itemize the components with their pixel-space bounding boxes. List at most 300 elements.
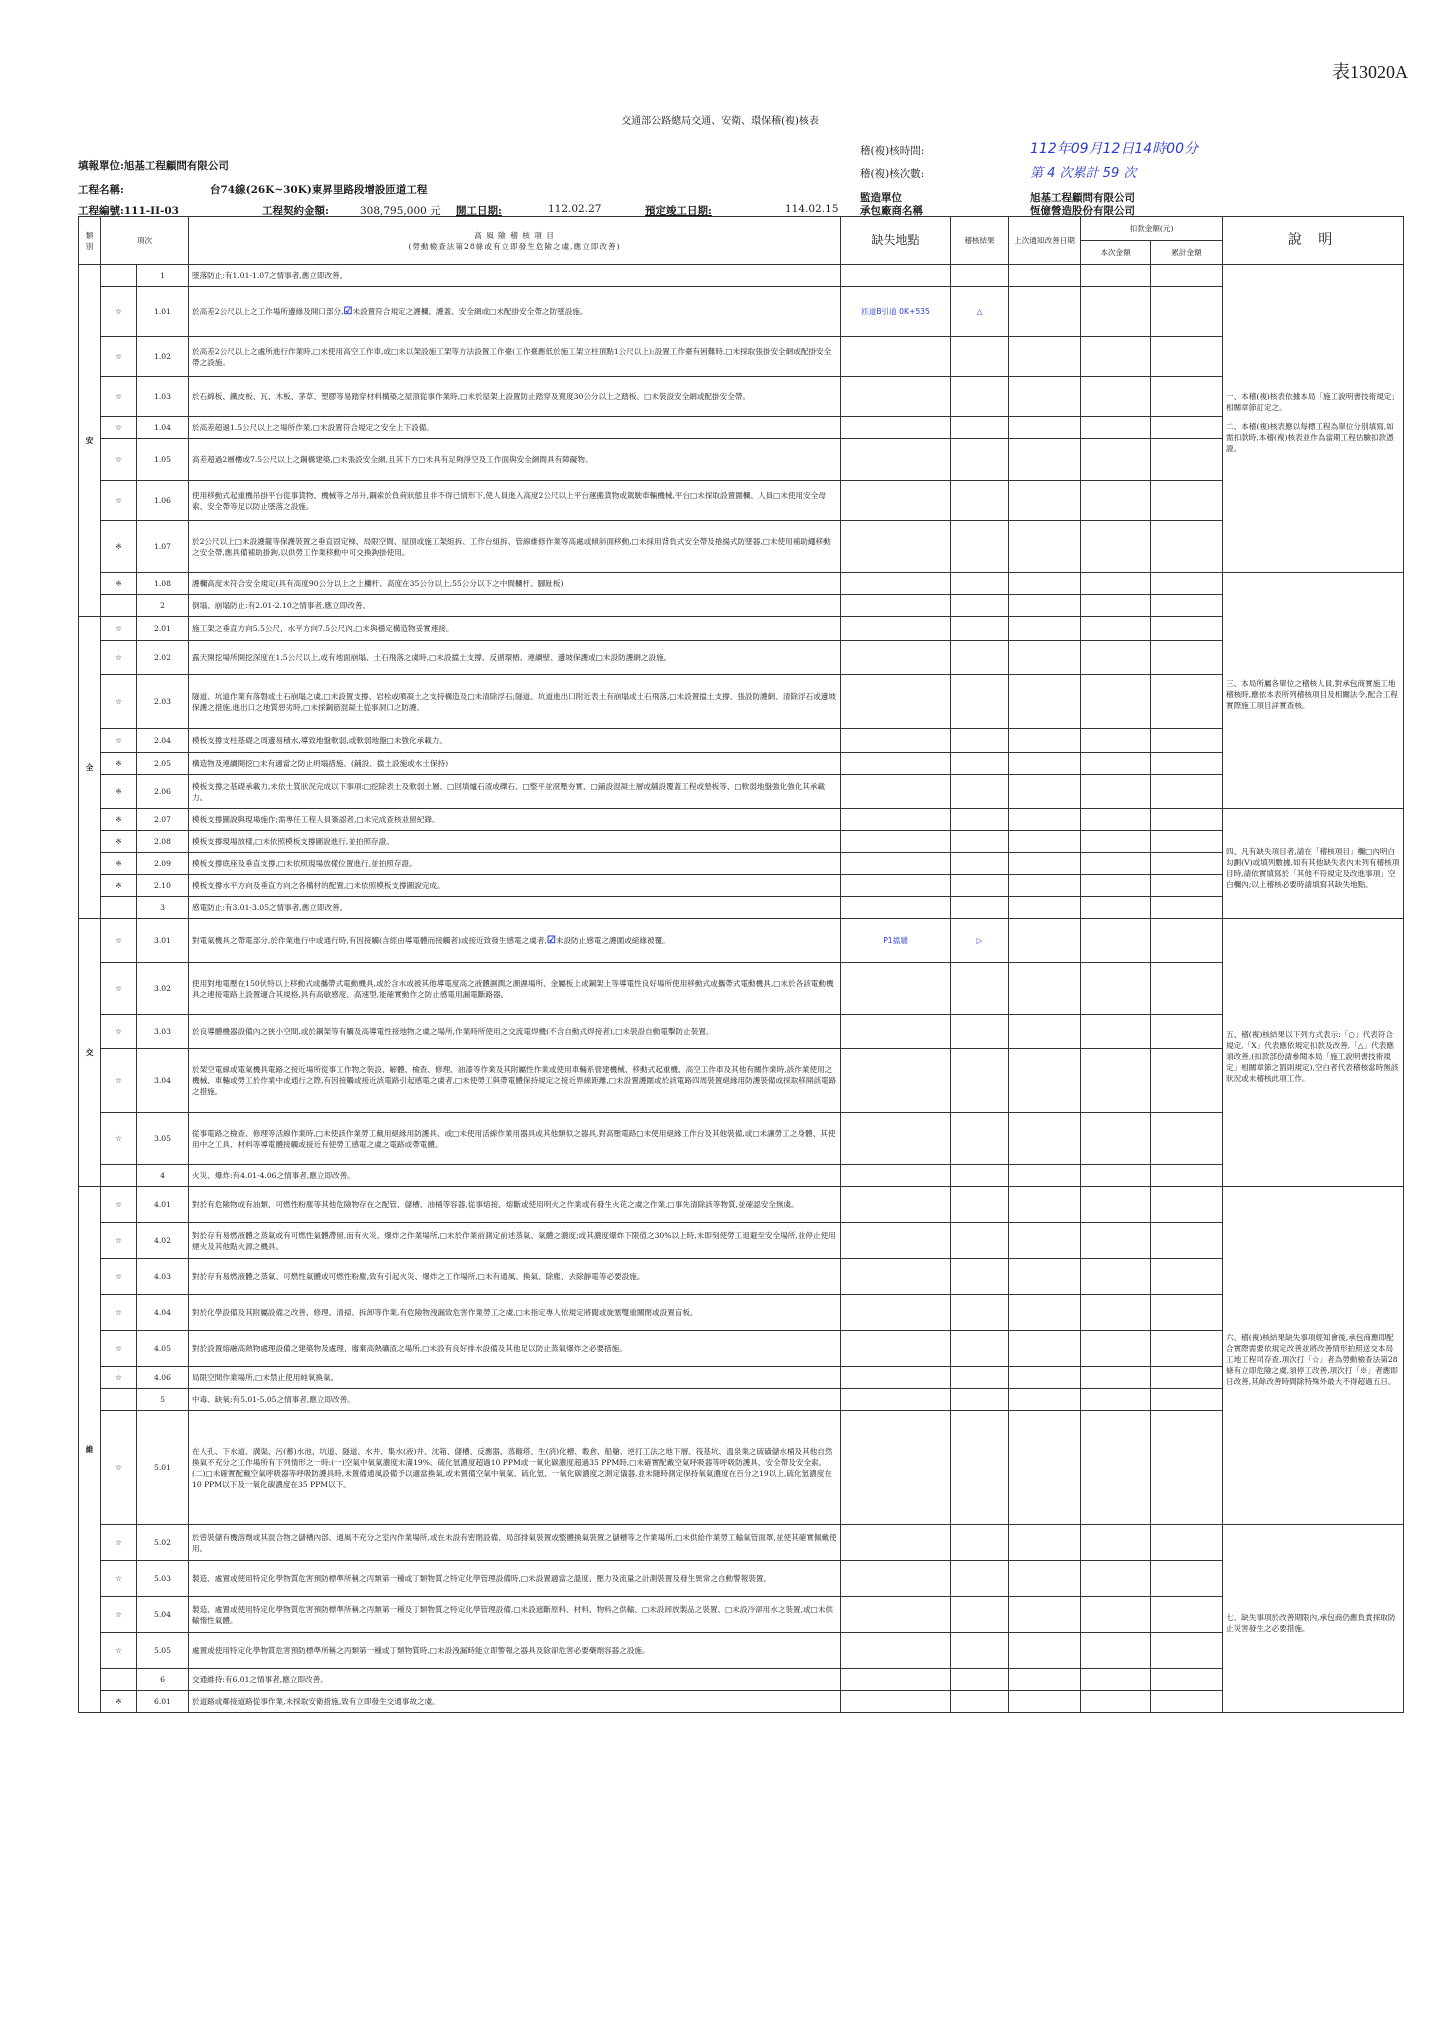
row-cumulative-amount[interactable] xyxy=(1151,1389,1223,1411)
row-cumulative-amount[interactable] xyxy=(1151,1113,1223,1165)
row-fault-location[interactable] xyxy=(841,1411,951,1525)
row-mark: ☆ xyxy=(101,287,137,337)
row-current-amount[interactable] xyxy=(1081,1367,1151,1389)
table-row xyxy=(79,963,1404,1015)
row-text: 隧道、坑道作業有落磐或土石崩塌之虞,□未設置支撐、岩栓或噴凝土之支持構造及□未清除浮石;隧道、坑道進出口附近表土有崩塌或土石飛落,□未設置擋土支撐、張設防護網、清除浮石或邊坡保護之措施,進出口之地質惡劣時,□未採鋼筋混凝土從事洞口之防護。 xyxy=(189,675,841,729)
table-row xyxy=(79,417,1404,439)
table-row xyxy=(79,1525,1404,1561)
row-audit-result[interactable] xyxy=(951,1633,1009,1669)
row-current-amount[interactable] xyxy=(1081,1295,1151,1331)
row-cumulative-amount[interactable] xyxy=(1151,1223,1223,1259)
row-fault-location[interactable] xyxy=(841,1389,951,1411)
project-name-label: 工程名稱: xyxy=(78,184,124,196)
row-fault-location[interactable] xyxy=(841,1525,951,1561)
row-text: 對於有危險物或有油類、可燃性粉塵等其他危險物存在之配管、儲槽、油桶等容器,從事熔接、熔斷或使用明火之作業或有發生火花之虞之作業,□事先清除該等物質,並確認安全無虞。 xyxy=(189,1187,841,1223)
row-cumulative-amount[interactable] xyxy=(1151,1411,1223,1525)
row-fault-location[interactable] xyxy=(841,875,951,897)
row-last-notice[interactable] xyxy=(1009,287,1081,337)
row-text: 對於存有易燃液體之蒸氣、可燃性氣體或可燃性粉塵,致有引起火災、爆炸之工作場所,□未有通風、換氣、除塵、去除靜電等必要設施。 xyxy=(189,1259,841,1295)
contractor-value: 恆億營造股份有限公司 xyxy=(1030,205,1135,217)
row-audit-result[interactable] xyxy=(951,1411,1009,1525)
row-mark: ☆ xyxy=(101,1597,137,1633)
row-cumulative-amount[interactable] xyxy=(1151,729,1223,753)
row-current-amount[interactable] xyxy=(1081,641,1151,675)
row-code: 5.03 xyxy=(137,1561,189,1597)
row-current-amount[interactable] xyxy=(1081,1597,1151,1633)
row-cumulative-amount[interactable] xyxy=(1151,1015,1223,1049)
row-fault-location[interactable]: P1擋牆 xyxy=(841,919,951,963)
row-cumulative-amount[interactable] xyxy=(1151,675,1223,729)
table-row xyxy=(79,641,1404,675)
row-audit-result[interactable] xyxy=(951,1187,1009,1223)
row-mark xyxy=(101,1165,137,1187)
row-text: 感電防止:有3.01-3.05之情事者,應立即改善。 xyxy=(189,897,841,919)
row-current-amount[interactable] xyxy=(1081,919,1151,963)
row-last-notice[interactable] xyxy=(1009,439,1081,481)
row-code: 4.05 xyxy=(137,1331,189,1367)
row-mark xyxy=(101,1389,137,1411)
row-fault-location[interactable] xyxy=(841,595,951,617)
row-mark: ☆ xyxy=(101,337,137,377)
row-fault-location[interactable] xyxy=(841,481,951,521)
row-audit-result[interactable] xyxy=(951,573,1009,595)
row-last-notice[interactable] xyxy=(1009,1223,1081,1259)
row-current-amount[interactable] xyxy=(1081,753,1151,775)
row-cumulative-amount[interactable] xyxy=(1151,919,1223,963)
row-mark xyxy=(101,265,137,287)
row-text: 對於設置熔融高熱物處理設備之建築物及處理、廢棄高熱礦渣之場所,□未設有良好排水設備及其他足以防止蒸氣爆炸之必要措施。 xyxy=(189,1331,841,1367)
row-current-amount[interactable] xyxy=(1081,1259,1151,1295)
row-mark: ☆ xyxy=(101,1331,137,1367)
checked-box-icon: ☑ xyxy=(343,306,353,317)
explanation-item: 五、稽(複)核結果以下列方式表示:「○」代表符合規定,「X」代表應依規定扣款及改善,「△」代表應須改善,(扣款部份請參閱本局「施工說明書技術規定」相關章節之罰則規定),空白者代表稽核當時無該狀況或未稽核此項工作。 xyxy=(1226,1030,1399,1083)
row-fault-location[interactable]: 匝道B引道 0K+535 xyxy=(841,287,951,337)
row-code: 3.05 xyxy=(137,1113,189,1165)
row-cumulative-amount[interactable] xyxy=(1151,377,1223,417)
row-audit-result[interactable] xyxy=(951,1389,1009,1411)
row-fault-location[interactable] xyxy=(841,377,951,417)
row-current-amount[interactable] xyxy=(1081,1113,1151,1165)
contract-amount: 308,795,000 元 xyxy=(360,205,441,217)
row-current-amount[interactable] xyxy=(1081,853,1151,875)
row-last-notice[interactable] xyxy=(1009,675,1081,729)
row-last-notice[interactable] xyxy=(1009,521,1081,573)
row-current-amount[interactable] xyxy=(1081,521,1151,573)
row-cumulative-amount[interactable] xyxy=(1151,1597,1223,1633)
row-audit-result[interactable] xyxy=(951,1223,1009,1259)
row-last-notice[interactable] xyxy=(1009,481,1081,521)
table-row xyxy=(79,875,1404,897)
explanation-item: 三、本局所屬各單位之稽核人員,對承包商實施工地稽核時,應依本表所列稽核項目及相關法令,配合工程實際施工項目詳實查核。 xyxy=(1226,679,1398,710)
row-text: 從事電路之檢查、修理等活線作業時,□未使該作業勞工戴用絕緣用防護具、或□未使用活線作業用器具或其他類似之器具,對高壓電路□未使用絕緣工作台及其他裝備,或□未讓勞工之身體、其使用中之工具、材料等導電體接觸或接近有使勞工感電之虞之電路或帶電體。 xyxy=(189,1113,841,1165)
row-audit-result[interactable] xyxy=(951,641,1009,675)
row-fault-location[interactable] xyxy=(841,1295,951,1331)
row-audit-result[interactable] xyxy=(951,1525,1009,1561)
row-audit-result[interactable] xyxy=(951,775,1009,809)
table-row xyxy=(79,617,1404,641)
row-cumulative-amount[interactable] xyxy=(1151,1367,1223,1389)
row-code: 1.06 xyxy=(137,481,189,521)
row-audit-result[interactable] xyxy=(951,1367,1009,1389)
row-last-notice[interactable] xyxy=(1009,1525,1081,1561)
row-last-notice[interactable] xyxy=(1009,417,1081,439)
row-current-amount[interactable] xyxy=(1081,265,1151,287)
explanation-item: 七、缺失事項於改善期限內,承包商仍應負責採取防止災害發生之必要措施。 xyxy=(1226,1612,1396,1633)
row-cumulative-amount[interactable] xyxy=(1151,521,1223,573)
row-audit-result[interactable] xyxy=(951,617,1009,641)
row-current-amount[interactable] xyxy=(1081,481,1151,521)
row-cumulative-amount[interactable] xyxy=(1151,1049,1223,1113)
row-audit-result[interactable] xyxy=(951,963,1009,1015)
row-mark: ☆ xyxy=(101,1295,137,1331)
row-audit-result[interactable] xyxy=(951,377,1009,417)
row-current-amount[interactable] xyxy=(1081,377,1151,417)
row-current-amount[interactable] xyxy=(1081,417,1151,439)
row-last-notice[interactable] xyxy=(1009,1331,1081,1367)
row-cumulative-amount[interactable] xyxy=(1151,265,1223,287)
row-current-amount[interactable] xyxy=(1081,337,1151,377)
row-audit-result[interactable] xyxy=(951,729,1009,753)
end-date-label: 預定竣工日期: xyxy=(645,205,712,217)
row-last-notice[interactable] xyxy=(1009,753,1081,775)
row-current-amount[interactable] xyxy=(1081,1633,1151,1669)
row-audit-result[interactable] xyxy=(951,809,1009,831)
project-code: 工程編號:111-II-03 xyxy=(78,205,179,217)
row-current-amount[interactable] xyxy=(1081,1691,1151,1713)
row-current-amount[interactable] xyxy=(1081,617,1151,641)
row-last-notice[interactable] xyxy=(1009,265,1081,287)
row-cumulative-amount[interactable] xyxy=(1151,595,1223,617)
row-fault-location[interactable] xyxy=(841,1015,951,1049)
explanation-cell xyxy=(1223,1187,1404,1525)
row-mark: ☆ xyxy=(101,1223,137,1259)
row-text: 施工架之垂直方向5.5公尺、水平方向7.5公尺內,□未與穩定構造物妥實連接。 xyxy=(189,617,841,641)
row-cumulative-amount[interactable] xyxy=(1151,1295,1223,1331)
row-cumulative-amount[interactable] xyxy=(1151,1259,1223,1295)
row-last-notice[interactable] xyxy=(1009,729,1081,753)
table-row xyxy=(79,675,1404,729)
start-date: 112.02.27 xyxy=(548,203,602,215)
row-fault-location[interactable] xyxy=(841,1223,951,1259)
row-code: 5 xyxy=(137,1389,189,1411)
row-cumulative-amount[interactable] xyxy=(1151,775,1223,809)
header-explanation: 說 明 xyxy=(1223,217,1404,265)
row-current-amount[interactable] xyxy=(1081,1411,1151,1525)
row-current-amount[interactable] xyxy=(1081,1223,1151,1259)
row-last-notice[interactable] xyxy=(1009,1187,1081,1223)
row-audit-result[interactable] xyxy=(951,337,1009,377)
row-audit-result[interactable]: ▷ xyxy=(951,919,1009,963)
row-text: 製造、處置或使用特定化學物質危害預防標準所稱之丙類第一種或丁類物質之特定化學管理設備時,□未設置適當之溫度、壓力及流量之計測裝置及發生異常之自動警報裝置。 xyxy=(189,1561,841,1597)
row-fault-location[interactable] xyxy=(841,573,951,595)
row-cumulative-amount[interactable] xyxy=(1151,1331,1223,1367)
row-code: 5.04 xyxy=(137,1597,189,1633)
row-audit-result[interactable]: △ xyxy=(951,287,1009,337)
row-text: 墜落防止:有1.01-1.07之情事者,應立即改善。 xyxy=(189,265,841,287)
table-row xyxy=(79,1187,1404,1223)
row-audit-result[interactable] xyxy=(951,1015,1009,1049)
row-text: 使用對地電壓在150伏特以上移動式或攜帶式電動機具,或於含水或被其他導電度高之液體濕潤之潮濕場所、金屬板上或鋼架上等導電性良好場所使用移動式或攜帶式電動機具,□未於各該電動機具之連接電路上設置適合其規格,具有高敏感度、高速型,能確實動作之防止感電用漏電斷路器。 xyxy=(189,963,841,1015)
row-current-amount[interactable] xyxy=(1081,831,1151,853)
row-audit-result[interactable] xyxy=(951,265,1009,287)
row-audit-result[interactable] xyxy=(951,875,1009,897)
row-last-notice[interactable] xyxy=(1009,1113,1081,1165)
row-cumulative-amount[interactable] xyxy=(1151,287,1223,337)
row-last-notice[interactable] xyxy=(1009,595,1081,617)
row-last-notice[interactable] xyxy=(1009,1389,1081,1411)
row-mark: ☆ xyxy=(101,919,137,963)
row-cumulative-amount[interactable] xyxy=(1151,753,1223,775)
row-current-amount[interactable] xyxy=(1081,809,1151,831)
row-code: 3.01 xyxy=(137,919,189,963)
checked-box-icon: ☑ xyxy=(546,935,556,946)
row-code: 1.03 xyxy=(137,377,189,417)
row-last-notice[interactable] xyxy=(1009,573,1081,595)
row-last-notice[interactable] xyxy=(1009,377,1081,417)
inspection-count-value: 第 4 次累計 59 次 xyxy=(1030,166,1137,181)
row-code: 2.09 xyxy=(137,853,189,875)
table-row xyxy=(79,809,1404,831)
row-current-amount[interactable] xyxy=(1081,675,1151,729)
table-row xyxy=(79,1633,1404,1669)
row-current-amount[interactable] xyxy=(1081,1165,1151,1187)
row-cumulative-amount[interactable] xyxy=(1151,481,1223,521)
row-fault-location[interactable] xyxy=(841,1691,951,1713)
row-fault-location[interactable] xyxy=(841,641,951,675)
row-audit-result[interactable] xyxy=(951,675,1009,729)
row-audit-result[interactable] xyxy=(951,439,1009,481)
table-row xyxy=(79,377,1404,417)
row-cumulative-amount[interactable] xyxy=(1151,1633,1223,1669)
row-current-amount[interactable] xyxy=(1081,1561,1151,1597)
row-audit-result[interactable] xyxy=(951,853,1009,875)
row-fault-location[interactable] xyxy=(841,1633,951,1669)
row-audit-result[interactable] xyxy=(951,1113,1009,1165)
row-mark: ※ xyxy=(101,853,137,875)
row-audit-result[interactable] xyxy=(951,897,1009,919)
table-row xyxy=(79,919,1404,963)
row-fault-location[interactable] xyxy=(841,1597,951,1633)
row-fault-location[interactable] xyxy=(841,963,951,1015)
row-current-amount[interactable] xyxy=(1081,875,1151,897)
row-fault-location[interactable] xyxy=(841,1049,951,1113)
row-cumulative-amount[interactable] xyxy=(1151,809,1223,831)
row-fault-location[interactable] xyxy=(841,1187,951,1223)
row-fault-location[interactable] xyxy=(841,897,951,919)
row-fault-location[interactable] xyxy=(841,729,951,753)
filler-unit: 填報單位:旭基工程顧問有限公司 xyxy=(78,160,229,172)
row-cumulative-amount[interactable] xyxy=(1151,641,1223,675)
row-fault-location[interactable] xyxy=(841,831,951,853)
row-current-amount[interactable] xyxy=(1081,439,1151,481)
row-last-notice[interactable] xyxy=(1009,1259,1081,1295)
row-last-notice[interactable] xyxy=(1009,1367,1081,1389)
row-audit-result[interactable] xyxy=(951,595,1009,617)
row-mark: ☆ xyxy=(101,1525,137,1561)
row-last-notice[interactable] xyxy=(1009,1295,1081,1331)
header-title: 高 風 險 稽 核 項 目 xyxy=(474,230,555,240)
row-code: 3.02 xyxy=(137,963,189,1015)
row-fault-location[interactable] xyxy=(841,617,951,641)
row-fault-location[interactable] xyxy=(841,853,951,875)
row-last-notice[interactable] xyxy=(1009,775,1081,809)
row-last-notice[interactable] xyxy=(1009,1561,1081,1597)
row-fault-location[interactable] xyxy=(841,1561,951,1597)
row-current-amount[interactable] xyxy=(1081,963,1151,1015)
inspection-table xyxy=(78,216,1404,1713)
row-audit-result[interactable] xyxy=(951,1561,1009,1597)
row-last-notice[interactable] xyxy=(1009,1015,1081,1049)
row-fault-location[interactable] xyxy=(841,1259,951,1295)
row-current-amount[interactable] xyxy=(1081,897,1151,919)
row-cumulative-amount[interactable] xyxy=(1151,963,1223,1015)
row-last-notice[interactable] xyxy=(1009,897,1081,919)
row-fault-location[interactable] xyxy=(841,1669,951,1691)
row-mark: ※ xyxy=(101,753,137,775)
row-audit-result[interactable] xyxy=(951,1295,1009,1331)
row-fault-location[interactable] xyxy=(841,1113,951,1165)
row-cumulative-amount[interactable] xyxy=(1151,1165,1223,1187)
header-current-amount: 本次金額 xyxy=(1081,241,1151,265)
row-last-notice[interactable] xyxy=(1009,1411,1081,1525)
row-current-amount[interactable] xyxy=(1081,1525,1151,1561)
row-code: 1.01 xyxy=(137,287,189,337)
row-last-notice[interactable] xyxy=(1009,337,1081,377)
row-last-notice[interactable] xyxy=(1009,1597,1081,1633)
row-cumulative-amount[interactable] xyxy=(1151,897,1223,919)
category-cell: 交 xyxy=(79,919,101,1187)
row-cumulative-amount[interactable] xyxy=(1151,853,1223,875)
row-cumulative-amount[interactable] xyxy=(1151,1669,1223,1691)
row-audit-result[interactable] xyxy=(951,1669,1009,1691)
row-mark: ☆ xyxy=(101,675,137,729)
row-cumulative-amount[interactable] xyxy=(1151,1561,1223,1597)
row-audit-result[interactable] xyxy=(951,1691,1009,1713)
row-audit-result[interactable] xyxy=(951,753,1009,775)
row-fault-location[interactable] xyxy=(841,1165,951,1187)
row-current-amount[interactable] xyxy=(1081,287,1151,337)
header-category: 類別 xyxy=(79,217,101,265)
row-last-notice[interactable] xyxy=(1009,831,1081,853)
row-cumulative-amount[interactable] xyxy=(1151,573,1223,595)
row-cumulative-amount[interactable] xyxy=(1151,617,1223,641)
row-fault-location[interactable] xyxy=(841,753,951,775)
row-current-amount[interactable] xyxy=(1081,1015,1151,1049)
row-last-notice[interactable] xyxy=(1009,919,1081,963)
row-text: 模板支撐之基礎承載力,未依土質狀況完成以下事項:□挖除表土及軟弱土層、□回填爐石渣或礫石、□整平並滾壓夯實、□鋪設混凝土層或舖設覆蓋工程或墊板等、□軟弱地盤強化強化其承載力。 xyxy=(189,775,841,809)
row-audit-result[interactable] xyxy=(951,481,1009,521)
table-row xyxy=(79,1411,1404,1525)
row-last-notice[interactable] xyxy=(1009,1633,1081,1669)
row-audit-result[interactable] xyxy=(951,1597,1009,1633)
row-fault-location[interactable] xyxy=(841,775,951,809)
row-current-amount[interactable] xyxy=(1081,1389,1151,1411)
row-mark: ☆ xyxy=(101,1367,137,1389)
row-audit-result[interactable] xyxy=(951,831,1009,853)
row-fault-location[interactable] xyxy=(841,1367,951,1389)
row-last-notice[interactable] xyxy=(1009,809,1081,831)
row-current-amount[interactable] xyxy=(1081,729,1151,753)
row-last-notice[interactable] xyxy=(1009,1165,1081,1187)
table-row xyxy=(79,287,1404,337)
category-cell: 維 xyxy=(79,1187,101,1713)
table-row xyxy=(79,521,1404,573)
row-audit-result[interactable] xyxy=(951,1331,1009,1367)
row-cumulative-amount[interactable] xyxy=(1151,1525,1223,1561)
row-fault-location[interactable] xyxy=(841,337,951,377)
row-current-amount[interactable] xyxy=(1081,1669,1151,1691)
row-last-notice[interactable] xyxy=(1009,963,1081,1015)
row-text: 構造物及連續開挖□未有適當之防止坍塌措施。(鋪設、擋土設施或水土保持) xyxy=(189,753,841,775)
row-last-notice[interactable] xyxy=(1009,853,1081,875)
row-last-notice[interactable] xyxy=(1009,1669,1081,1691)
row-text: 對於化學設備及其附屬設備之改善、修理、清掃、拆卸等作業,有危險物洩漏致危害作業勞工之虞,□未指定專人依規定將閥或旋塞雙重關閉或設置盲板。 xyxy=(189,1295,841,1331)
row-code: 1.04 xyxy=(137,417,189,439)
row-text: 在人孔、下水道、溝渠、污(蓄)水池、坑道、隧道、水井、集水(液)井、沈箱、儲槽、反應器、蒸餾塔、生(消)化槽、穀倉、船艙、逆打工法之地下層、筏基坑、溫泉業之硫磺儲水桶及其他自然換氣不充分之工作場所有下列情形之一時:(一)空氣中氧氣濃度未滿19%、硫化氫濃度超過10 PPM或一氧化碳濃度超過35 PPM時,□未確實配戴空氣呼吸器等呼吸防護具、安全帶及安全索。(二)□未確實配戴空氣呼吸器等呼吸防護具時,未置備通風設備予以適當換氣,或未置備空氣中氧氣、硫化氫、一氧化碳濃度之測定儀器,並未隨時測定保持氧氣濃度在百分之19以上,硫化氫濃度在10 PPM以下及一氧化碳濃度在35 PPM以下。 xyxy=(189,1411,841,1525)
row-cumulative-amount[interactable] xyxy=(1151,1187,1223,1223)
row-current-amount[interactable] xyxy=(1081,1049,1151,1113)
supervisor-label: 監造單位 xyxy=(860,192,902,204)
row-fault-location[interactable] xyxy=(841,675,951,729)
row-current-amount[interactable] xyxy=(1081,775,1151,809)
row-fault-location[interactable] xyxy=(841,1331,951,1367)
start-date-label: 開工日期: xyxy=(456,205,502,217)
row-cumulative-amount[interactable] xyxy=(1151,1691,1223,1713)
row-code: 5.01 xyxy=(137,1411,189,1525)
row-code: 4 xyxy=(137,1165,189,1187)
explanation-item: 二、本稽(複)核表應以每標工程為單位分別填寫,如需扣款時,本稽(複)核表並作為當期工程估驗扣款憑證。 xyxy=(1226,422,1394,453)
row-cumulative-amount[interactable] xyxy=(1151,875,1223,897)
row-fault-location[interactable] xyxy=(841,439,951,481)
row-audit-result[interactable] xyxy=(951,1049,1009,1113)
table-row xyxy=(79,1331,1404,1367)
row-current-amount[interactable] xyxy=(1081,573,1151,595)
row-audit-result[interactable] xyxy=(951,1259,1009,1295)
row-mark: ※ xyxy=(101,521,137,573)
row-last-notice[interactable] xyxy=(1009,1691,1081,1713)
row-last-notice[interactable] xyxy=(1009,617,1081,641)
row-audit-result[interactable] xyxy=(951,521,1009,573)
row-fault-location[interactable] xyxy=(841,265,951,287)
row-mark: ☆ xyxy=(101,1411,137,1525)
row-current-amount[interactable] xyxy=(1081,595,1151,617)
row-text: 於架空電線或電氣機具電路之接近場所從事工作物之裝設、解體、檢查、修理、油漆等作業及其附屬性作業或使用車輛系營建機械、移動式起重機、高空工作車及其他有關作業時,該作業使用之機械、車輛或勞工於作業中或通行之際,有因接觸或接近該電路引起感電之虞者,□未使勞工與帶電體保持規定之接近界線距離,□未設置護圍或於該電路四周裝置絕緣用防護裝備或採取移開該電路之措施。 xyxy=(189,1049,841,1113)
row-last-notice[interactable] xyxy=(1009,875,1081,897)
table-row xyxy=(79,595,1404,617)
row-last-notice[interactable] xyxy=(1009,1049,1081,1113)
row-cumulative-amount[interactable] xyxy=(1151,439,1223,481)
row-cumulative-amount[interactable] xyxy=(1151,831,1223,853)
row-current-amount[interactable] xyxy=(1081,1187,1151,1223)
row-audit-result[interactable] xyxy=(951,1165,1009,1187)
row-code: 2.10 xyxy=(137,875,189,897)
row-fault-location[interactable] xyxy=(841,809,951,831)
row-mark: ☆ xyxy=(101,1015,137,1049)
row-last-notice[interactable] xyxy=(1009,641,1081,675)
table-row xyxy=(79,753,1404,775)
row-cumulative-amount[interactable] xyxy=(1151,337,1223,377)
row-cumulative-amount[interactable] xyxy=(1151,417,1223,439)
row-audit-result[interactable] xyxy=(951,417,1009,439)
row-fault-location[interactable] xyxy=(841,521,951,573)
row-text: 倒塌、崩塌防止:有2.01-2.10之情事者,應立即改善。 xyxy=(189,595,841,617)
table-row xyxy=(79,337,1404,377)
row-code: 6.01 xyxy=(137,1691,189,1713)
row-mark: ☆ xyxy=(101,729,137,753)
row-current-amount[interactable] xyxy=(1081,1331,1151,1367)
row-fault-location[interactable] xyxy=(841,417,951,439)
row-text: 於2公尺以上□未設護籠等保護裝置之垂直固定梯、局限空間、屋頂或施工架組拆、工作台組拆、管線維修作業等高處或傾斜面移動,□未採用背負式安全帶及捲揚式防墜器,□未使用補助繩移動之安全帶,應具備補助掛鉤,以供勞工作業移動中可交換鉤掛使用。 xyxy=(189,521,841,573)
